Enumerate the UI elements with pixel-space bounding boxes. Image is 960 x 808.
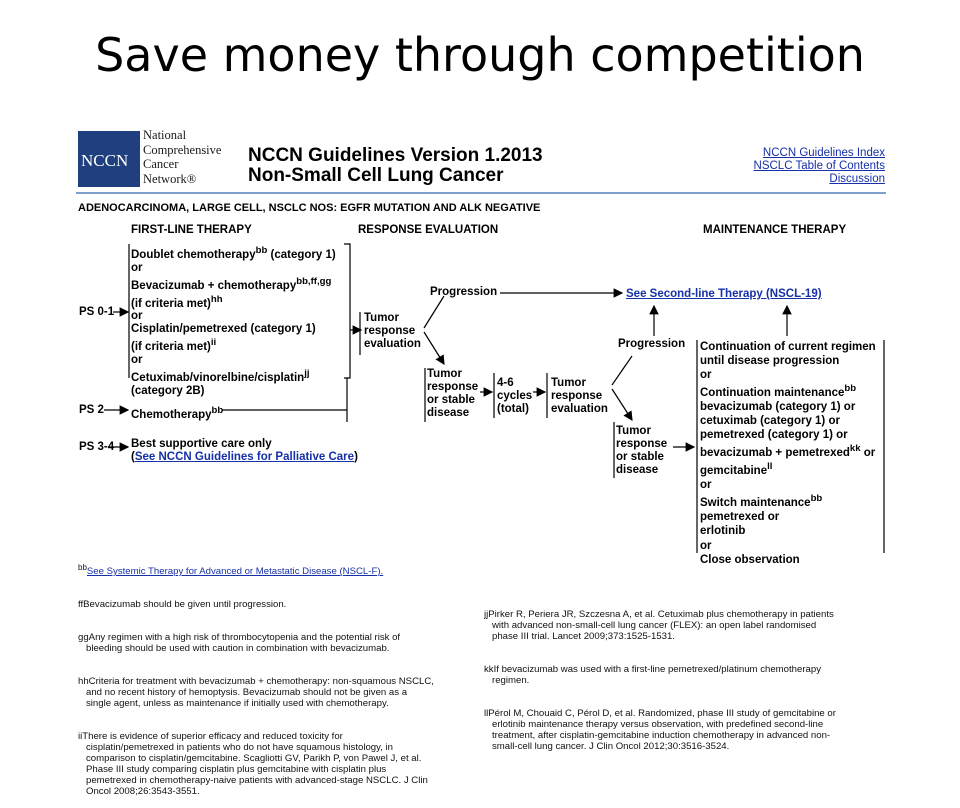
supportive-line: Best supportive care only — [131, 438, 272, 450]
footnote-ii: iiThere is evidence of superior efficacy and reduced toxicity for cisplatin/pemetrexed in patients who do not have squamous histology, in comparison to cisplatin/gemcitabine. Scagliotti GV, Parikh P, von Pawel J, et al. Phase III study comparing cisplatin plus gemcitabine with cisplatin plus pemetrexed in chemotherapy-naive patients with advanced-stage NSCLC. J Clin Oncol 2008;26:3543-3551. — [78, 731, 428, 798]
progression-label: Progression — [430, 286, 498, 298]
to-tumor-stable — [424, 332, 444, 364]
chemotherapy-option: Chemotherapy$^{bb}$ — [131, 405, 224, 421]
slide-title: Save money through competition — [95, 28, 865, 82]
ps-label: PS 3-4 — [79, 441, 115, 453]
footnote-ll: llPérol M, Chouaid C, Pérol D, et al. Randomized, phase III study of gemcitabine or erlotinib maintenance therapy versus observation, with predefined second-line treatment, after cisplatin-gemcitabine induction chemotherapy in advanced non- small-cell lung cancer. J Clin Oncol 2012;30:3516-3524. — [484, 708, 836, 752]
maintenance-line: Switch maintenance$^{bb}$ — [700, 493, 823, 510]
tumor-stable-disease-2: Tumor response or stable disease — [616, 425, 668, 476]
column-first-line: FIRST-LINE THERAPY — [131, 224, 252, 236]
option-line: or — [131, 354, 143, 367]
logo-line: Network® — [143, 171, 197, 186]
maintenance-line: bevacizumab + pemetrexed$^{kk}$ or — [700, 443, 876, 460]
to-progression — [424, 296, 444, 328]
footnote-hh: hhCriteria for treatment with bevacizumab + chemotherapy: non-squamous NSCLC, and no recent history of hemoptysis. Bevacizumab should not be given as a single agent, unless as maintenance if initially used with chemotherapy. — [78, 676, 434, 710]
logo-abbr: NCCN — [81, 151, 129, 170]
maintenance-line: gemcitabine$^{ll}$ — [700, 461, 773, 478]
maintenance-line: until disease progression — [700, 355, 840, 368]
tumor-response-evaluation: Tumor response evaluation — [364, 312, 421, 350]
option-line: or — [131, 310, 143, 323]
option-line: or — [131, 261, 143, 274]
maintenance-line: erlotinib — [700, 525, 746, 538]
footnote-gg: ggAny regimen with a high risk of thrombocytopenia and the potential risk of bleeding should be used with caution in combination with bevacizumab. — [78, 632, 401, 655]
maintenance-line: pemetrexed or — [700, 511, 780, 524]
maintenance-line: or — [700, 539, 712, 552]
palliative-care-link[interactable]: See NCCN Guidelines for Palliative Care — [134, 451, 355, 463]
guidelines-disease: Non-Small Cell Lung Cancer — [248, 165, 504, 186]
maintenance-line: Close observation — [700, 553, 800, 566]
option-line: Cisplatin/pemetrexed (category 1) — [131, 323, 316, 336]
progression-label-2: Progression — [618, 338, 686, 350]
guidelines-index-link[interactable]: NCCN Guidelines Index — [762, 147, 885, 159]
column-response: RESPONSE EVALUATION — [358, 224, 499, 236]
option-line: Bevacizumab + chemotherapy$^{bb,ff,gg}$ — [131, 275, 332, 292]
logo-line: Comprehensive — [143, 142, 222, 157]
ps-label: PS 2 — [79, 404, 104, 416]
maintenance-line: pemetrexed (category 1) or — [700, 429, 848, 442]
maintenance-line: Continuation maintenance$^{bb}$ — [700, 383, 857, 400]
footnotes-left — [78, 540, 434, 808]
logo-line: Cancer — [143, 157, 179, 171]
second-line-therapy-link[interactable]: See Second-line Therapy (NSCL-19) — [626, 288, 822, 300]
tumor-response-evaluation-2: Tumor response evaluation — [551, 377, 608, 415]
guidelines-version: NCCN Guidelines Version 1.2013 — [248, 145, 543, 166]
maintenance-line: bevacizumab (category 1) or — [700, 401, 856, 414]
maintenance-line: Continuation of current regimen — [700, 341, 876, 353]
logo-line: National — [143, 128, 187, 142]
footnote-jj: jjPirker R, Periera JR, Szczesna A, et al. Cetuximab plus chemotherapy in patients with advanced non-small-cell lung cancer (FLEX): an open label randomised phase III trial. Lancet 2009;373:1525-1531. — [484, 609, 834, 642]
footnote-bb: $^{bb}$See Systemic Therapy for Advanced or Metastatic Disease (NSCL-F). — [78, 563, 384, 578]
column-maintenance: MAINTENANCE THERAPY — [703, 224, 847, 236]
footnote-ff: ffBevacizumab should be given until progression. — [78, 599, 287, 611]
ps-label: PS 0-1 — [79, 306, 115, 318]
discussion-link[interactable]: Discussion — [829, 173, 885, 185]
option-line: Doublet chemotherapy$^{bb}$ (category 1) — [131, 245, 336, 261]
maintenance-line: or — [700, 479, 712, 492]
option-line: (category 2B) — [131, 385, 205, 398]
maintenance-line: or — [700, 369, 712, 382]
footnotes-right — [484, 587, 836, 763]
nsclc-toc-link[interactable]: NSCLC Table of Contents — [753, 160, 885, 172]
to-tumor-stable-2 — [612, 389, 632, 420]
first-line-right-bracket — [344, 244, 350, 378]
footnote-kk: kkIf bevacizumab was used with a first-line pemetrexed/platinum chemotherapy regimen. — [484, 664, 822, 686]
supportive-care: Best supportive care only (See NCCN Guidelines for Palliative Care) — [131, 438, 358, 463]
option-line: (if criteria met)$^{ii}$ — [131, 337, 217, 354]
maintenance-line: cetuximab (category 1) or — [700, 415, 840, 428]
cycles-box: 4-6 cycles (total) — [497, 377, 533, 415]
section-heading: ADENOCARCINOMA, LARGE CELL, NSCLC NOS: EGFR MUTATION AND ALK NEGATIVE — [78, 202, 541, 214]
option-line: Cetuximab/vinorelbine/cisplatin$^{jj}$ — [131, 368, 310, 385]
to-progression-2 — [612, 356, 632, 385]
systemic-therapy-link[interactable]: See Systemic Therapy for Advanced or Metastatic Disease (NSCL-F). — [86, 566, 384, 578]
option-line: (if criteria met)$^{hh}$ — [131, 293, 223, 310]
tumor-stable-disease: Tumor response or stable disease — [427, 368, 479, 419]
